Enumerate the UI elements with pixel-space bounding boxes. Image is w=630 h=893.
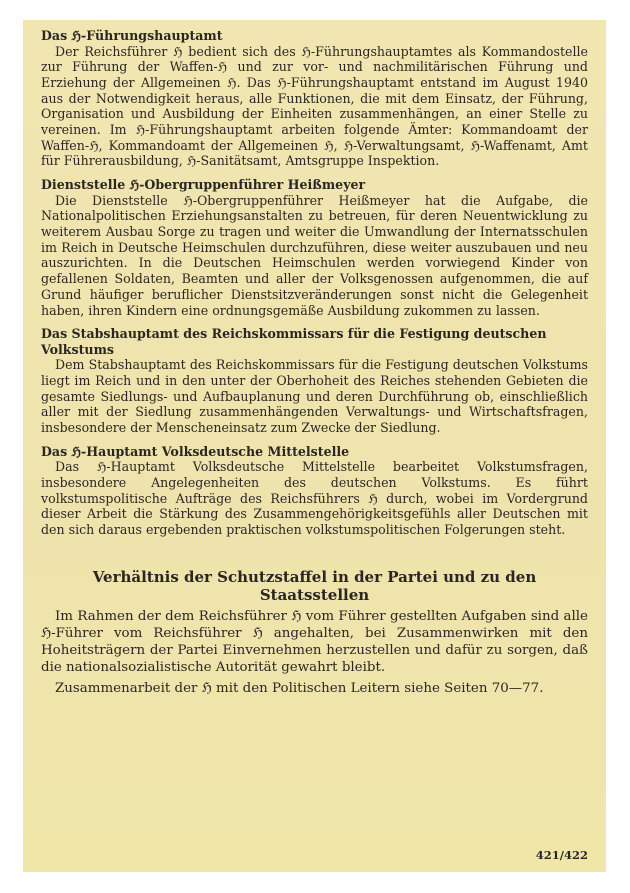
section-volksdeutsche-mittelstelle (41, 444, 588, 538)
section-body: Der Reichsführer ℌ bedient sich des ℌ-Führungshauptamtes als Kommandostelle zur Führung der Waffen-ℌ und zur vor- und nachmilitärischen Führung und Erziehung der Allgemeinen ℌ. Das ℌ-Führungshauptamt entstand im August 1940 aus der Notwendigkeit heraus, alle Funktionen, die mit dem Einsatz, der Führung, Organisation und Ausbildung der Einheiten zusammenhängen, an einer Stelle zu vereinen. Im ℌ-Führungshauptamt arbeiten folgende Ämter: Kommandoamt der Waffen-ℌ, Kommandoamt der Allgemeinen ℌ, ℌ-Verwaltungsamt, ℌ-Waffenamt, Amt für Führerausbildung, ℌ-Sanitätsamt, Amtsgruppe Inspektion. (41, 43, 588, 169)
document-page (23, 20, 606, 872)
section-title: Dienststelle ℌ-Obergruppenführer Heißmeyer (41, 177, 366, 193)
section-fuehrungshauptamt (41, 28, 588, 169)
section-body: Dem Stabshauptamt des Reichskommissars für die Festigung deutschen Volkstums liegt im Reich und in den unter der Oberhoheit des Reiches stehenden Gebieten die gesamte Siedlungs- und Aufbauplanung und deren Durchführung ob, einschließlich aller mit der Siedlung zusammenhängenden Verwaltungs- und Wirtschaftsfragen, insbesondere der Menscheneinsatz zum Zwecke der Siedlung. (41, 357, 588, 436)
section-body: Das ℌ-Hauptamt Volksdeutsche Mittelstelle bearbeitet Volkstumsfragen, insbesondere Angelegenheiten des deutschen Volkstums. Es führt volkstumspolitische Aufträge des Reichsführers ℌ durch, wobei im Vordergrund dieser Arbeit die Stärkung des Zusammengehörigkeitsgefühls aller Deutschen mit den sich daraus ergebenden praktischen volkstumspolitischen Folgerungen steht. (41, 459, 588, 538)
page-number: 421/422 (535, 848, 588, 862)
section-title: Das Stabshauptamt des Reichskommissars für die Festigung deutschen Volkstums (41, 326, 547, 357)
section-body: Die Dienststelle ℌ-Obergruppenführer Heißmeyer hat die Aufgabe, die Nationalpolitischen Erziehungsanstalten zu betreuen, für deren Neuentwicklung zu weiterem Ausbau Sorge zu tragen und weiter die Umwandlung der Internatsschulen im Reich in Deutsche Heimschulen durchzuführen, diese weiter auszubauen und neu auszurichten. In die Deutschen Heimschulen werden vorwiegend Kinder von gefallenen Soldaten, Beamten und aller der Volksgenossen aufgenommen, die auf Grund häufiger beruflicher Dienstsitzveränderungen sonst nicht die Gelegenheit haben, ihren Kindern eine ordnungsgemäße Ausbildung zukommen zu lassen. (41, 192, 588, 318)
section-title: Das ℌ-Hauptamt Volksdeutsche Mittelstelle (41, 443, 350, 459)
closing-title: Verhältnis der Schutzstaffel in der Partei und zu den Staatsstellen (92, 567, 537, 604)
section-dienststelle-heissmeyer (41, 177, 588, 318)
closing-body: Im Rahmen der dem Reichsführer ℌ vom Führer gestellten Aufgaben sind alle ℌ-Führer vom Reichsführer ℌ angehalten, bei Zusammenwirken mit den Hoheitsträgern der Partei Einvernehmen herzustellen und dafür zu sorgen, daß die nationalsozialistische Autorität gewahrt bleibt. (41, 608, 588, 675)
section-title: Das ℌ-Führungshauptamt (41, 28, 223, 43)
section-stabshauptamt (41, 326, 588, 436)
closing-section (41, 568, 588, 697)
closing-reference: Zusammenarbeit der ℌ mit den Politischen Leitern siehe Seiten 70—77. (55, 680, 544, 696)
